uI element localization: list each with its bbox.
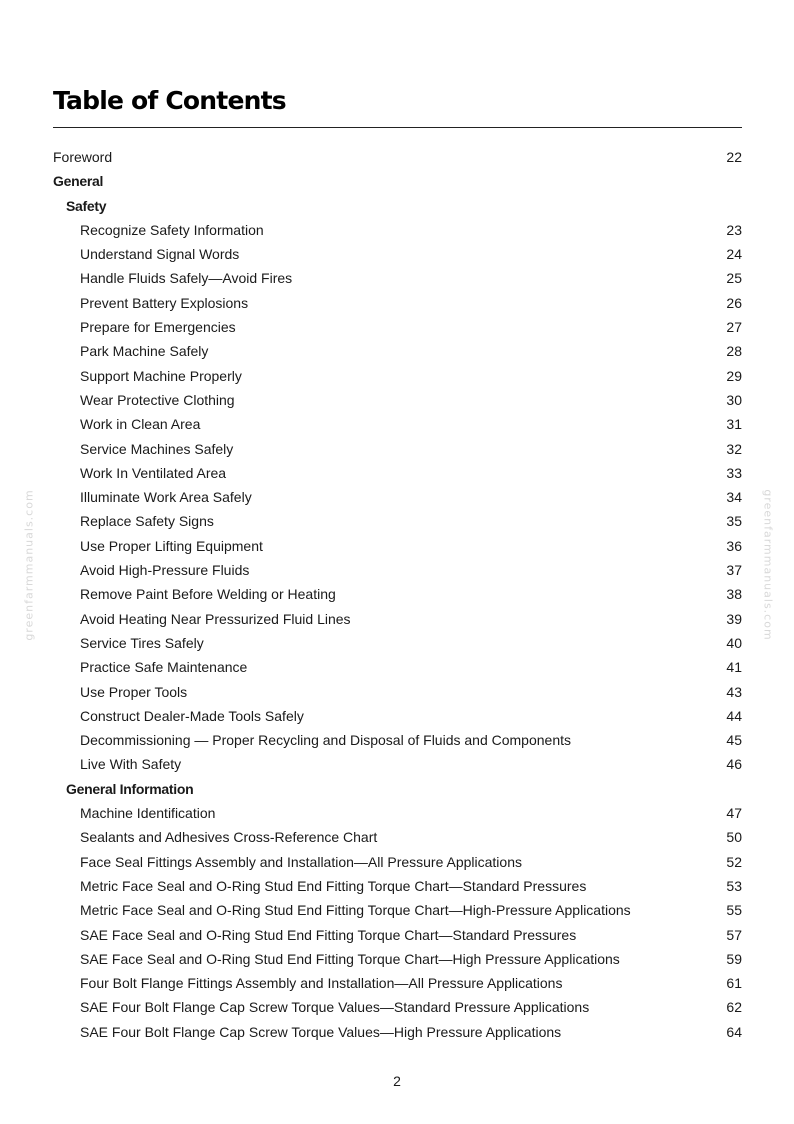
toc-entry-label: Safety bbox=[66, 197, 107, 214]
toc-entry-label: SAE Face Seal and O-Ring Stud End Fitting Torque Chart—High Pressure Applications bbox=[80, 950, 620, 967]
toc-entry[interactable] bbox=[53, 874, 742, 898]
toc-entry-page: 24 bbox=[726, 246, 742, 263]
toc-entry-page: 47 bbox=[726, 805, 742, 822]
toc-entry-label: Illuminate Work Area Safely bbox=[80, 489, 252, 506]
title-divider bbox=[53, 127, 742, 128]
toc-entry-page: 35 bbox=[726, 513, 742, 530]
toc-entry[interactable] bbox=[53, 218, 742, 242]
page-title: Table of Contents bbox=[53, 86, 286, 115]
toc-entry-page: 46 bbox=[726, 756, 742, 773]
toc-entry-page: 30 bbox=[726, 391, 742, 408]
toc-entry[interactable] bbox=[53, 680, 742, 704]
toc-entry-label: Decommissioning — Proper Recycling and Disposal of Fluids and Components bbox=[80, 732, 572, 749]
toc-entry-label: Face Seal Fittings Assembly and Installation—All Pressure Applications bbox=[80, 853, 522, 870]
toc-entry-page: 40 bbox=[726, 634, 742, 651]
toc-entry-label: Park Machine Safely bbox=[80, 343, 209, 360]
toc-entry-label: Avoid High-Pressure Fluids bbox=[80, 562, 250, 579]
toc-entry-page: 29 bbox=[726, 367, 742, 384]
toc-entry[interactable] bbox=[53, 825, 742, 849]
toc-entry[interactable] bbox=[53, 509, 742, 533]
toc-entry[interactable] bbox=[53, 242, 742, 266]
toc-entry[interactable] bbox=[53, 266, 742, 290]
toc-entry[interactable] bbox=[53, 898, 742, 922]
toc-entry-label: Prepare for Emergencies bbox=[80, 319, 236, 336]
toc-entry[interactable] bbox=[53, 1020, 742, 1044]
toc-entry-page: 26 bbox=[726, 294, 742, 311]
toc-entry-page: 55 bbox=[726, 902, 742, 919]
toc-entry-label: General bbox=[53, 173, 104, 190]
toc-entry[interactable] bbox=[53, 655, 742, 679]
toc-entry[interactable] bbox=[53, 485, 742, 509]
toc-entry[interactable] bbox=[53, 777, 742, 801]
toc-entry[interactable] bbox=[53, 339, 742, 363]
toc-entry[interactable] bbox=[53, 194, 742, 218]
toc-entry-page: 34 bbox=[726, 489, 742, 506]
toc-entry[interactable] bbox=[53, 631, 742, 655]
toc-entry[interactable] bbox=[53, 534, 742, 558]
toc-entry-label: Understand Signal Words bbox=[80, 246, 240, 263]
watermark-right: greenfarmmanuals.com bbox=[761, 489, 775, 641]
toc-entry-label: SAE Face Seal and O-Ring Stud End Fitting Torque Chart—Standard Pressures bbox=[80, 926, 577, 943]
toc-entry-page: 25 bbox=[726, 270, 742, 287]
toc-entry[interactable] bbox=[53, 752, 742, 776]
toc-entry-page: 41 bbox=[726, 659, 742, 676]
toc-entry-label: Sealants and Adhesives Cross-Reference Chart bbox=[80, 829, 378, 846]
toc-entry-page: 31 bbox=[726, 416, 742, 433]
toc-entry-label: SAE Four Bolt Flange Cap Screw Torque Values—Standard Pressure Applications bbox=[80, 999, 590, 1016]
toc-entry-page: 38 bbox=[726, 586, 742, 603]
toc-entry-page: 50 bbox=[726, 829, 742, 846]
toc-entry[interactable] bbox=[53, 947, 742, 971]
toc-entry-page: 32 bbox=[726, 440, 742, 457]
toc-entry-page: 62 bbox=[726, 999, 742, 1016]
toc-entry-label: Service Tires Safely bbox=[80, 634, 204, 651]
toc-entry-page: 22 bbox=[726, 149, 742, 165]
toc-entry[interactable] bbox=[53, 704, 742, 728]
toc-entry-label: Use Proper Lifting Equipment bbox=[80, 537, 263, 554]
toc-entry[interactable] bbox=[53, 801, 742, 825]
toc-entry[interactable] bbox=[53, 728, 742, 752]
toc-entry-label: Replace Safety Signs bbox=[80, 513, 214, 530]
toc-entry-label: Handle Fluids Safely—Avoid Fires bbox=[80, 270, 293, 287]
toc-entry-label: Prevent Battery Explosions bbox=[80, 294, 249, 311]
toc-entry-page: 28 bbox=[726, 343, 742, 360]
toc-entry[interactable] bbox=[53, 145, 742, 169]
toc-entry-page: 44 bbox=[726, 707, 742, 724]
toc-entry-page: 27 bbox=[726, 319, 742, 336]
toc-entry[interactable] bbox=[53, 364, 742, 388]
toc-entry[interactable] bbox=[53, 169, 742, 193]
toc-entry[interactable] bbox=[53, 437, 742, 461]
toc-entry[interactable] bbox=[53, 558, 742, 582]
watermark-left: greenfarmmanuals.com bbox=[22, 489, 36, 641]
toc-entry-label: Practice Safe Maintenance bbox=[80, 659, 248, 676]
page-number: 2 bbox=[393, 1073, 401, 1089]
toc-entry-label: Service Machines Safely bbox=[80, 440, 234, 457]
toc-entry[interactable] bbox=[53, 607, 742, 631]
toc-entry-page: 53 bbox=[726, 877, 742, 894]
toc-entry-page: 64 bbox=[726, 1023, 742, 1040]
toc-entry-page: 39 bbox=[726, 610, 742, 627]
toc-entry-label: Wear Protective Clothing bbox=[80, 391, 235, 408]
toc-entry-page: 43 bbox=[726, 683, 742, 700]
toc-entry-label: Live With Safety bbox=[80, 756, 182, 773]
toc-entry[interactable] bbox=[53, 850, 742, 874]
toc-entry-label: Support Machine Properly bbox=[80, 367, 242, 384]
toc-entry-page: 37 bbox=[726, 562, 742, 579]
toc-entry-label: Foreword bbox=[53, 149, 113, 165]
toc-entry-label: Work in Clean Area bbox=[80, 416, 201, 433]
toc-entry-page: 52 bbox=[726, 853, 742, 870]
toc-entry-page: 59 bbox=[726, 950, 742, 967]
toc-entry[interactable] bbox=[53, 582, 742, 606]
toc-entry-page: 23 bbox=[726, 221, 742, 238]
toc-entry-label: Machine Identification bbox=[80, 805, 216, 822]
toc-entry-label: Remove Paint Before Welding or Heating bbox=[80, 586, 336, 603]
toc-entry[interactable] bbox=[53, 923, 742, 947]
toc-entry-page: 36 bbox=[726, 537, 742, 554]
toc-entry[interactable] bbox=[53, 291, 742, 315]
toc-entry[interactable] bbox=[53, 461, 742, 485]
toc-entry-page: 33 bbox=[726, 464, 742, 481]
toc-entry[interactable] bbox=[53, 315, 742, 339]
toc-entry-page: 45 bbox=[726, 732, 742, 749]
toc-entry[interactable] bbox=[53, 971, 742, 995]
toc-entry-label: Construct Dealer-Made Tools Safely bbox=[80, 707, 304, 724]
toc-entry-label: Metric Face Seal and O-Ring Stud End Fitting Torque Chart—Standard Pressures bbox=[80, 877, 587, 894]
toc-entry-label: Four Bolt Flange Fittings Assembly and Installation—All Pressure Applications bbox=[80, 975, 563, 992]
toc-list bbox=[53, 145, 742, 1044]
toc-entry[interactable] bbox=[53, 412, 742, 436]
toc-entry-page: 57 bbox=[726, 926, 742, 943]
toc-entry-label: Avoid Heating Near Pressurized Fluid Lines bbox=[80, 610, 351, 627]
toc-entry-label: Use Proper Tools bbox=[80, 683, 188, 700]
toc-entry-label: General Information bbox=[66, 780, 194, 797]
toc-entry[interactable] bbox=[53, 388, 742, 412]
toc-entry[interactable] bbox=[53, 995, 742, 1019]
toc-entry-page: 61 bbox=[726, 975, 742, 992]
toc-entry-label: Metric Face Seal and O-Ring Stud End Fitting Torque Chart—High-Pressure Applications bbox=[80, 902, 631, 919]
toc-entry-label: Work In Ventilated Area bbox=[80, 464, 227, 481]
toc-entry-label: Recognize Safety Information bbox=[80, 221, 264, 238]
toc-entry-label: SAE Four Bolt Flange Cap Screw Torque Values—High Pressure Applications bbox=[80, 1023, 562, 1040]
